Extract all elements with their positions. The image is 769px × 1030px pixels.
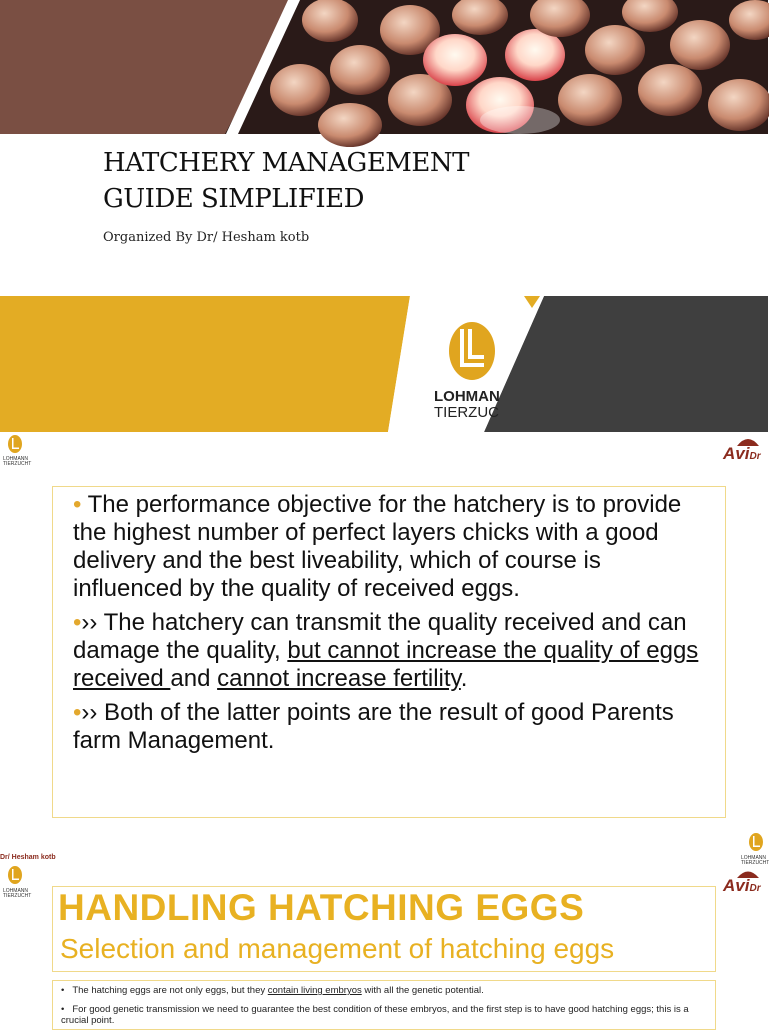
organized-by: Organized By Dr/ Hesham kotb (103, 230, 310, 245)
item-1-text: The hatching eggs are not only eggs, but they (72, 985, 268, 996)
title-line-1: HATCHERY MANAGEMENT (103, 148, 469, 178)
lohmann-small-sub: TIERZUCHT (3, 893, 32, 899)
handling-slide (0, 827, 768, 1024)
title-slide (0, 0, 768, 432)
bullet-dot: • (73, 699, 82, 726)
handling-text-box (52, 980, 716, 1030)
objective-text-box (52, 486, 726, 818)
bullet-1-text: The performance objective for the hatchery is to provide the highest number of perfect layers chicks with a good delivery and the best liveability, which of course is influenced by the quality of received eggs. (73, 491, 682, 602)
lohmann-small-name: LOHMANN (3, 456, 29, 462)
avi-logo-dr: Dr (749, 883, 761, 894)
item-2-text: For good genetic transmission we need to guarantee the best condition of these embryos, and the first step is to have good hatching eggs; this is a crucial point. (61, 1004, 689, 1026)
bullet-2 (73, 609, 715, 693)
bullet-2-underlined-1: but cannot increase the quality of eggs received (73, 637, 699, 692)
title-line-2: GUIDE SIMPLIFIED (103, 184, 364, 214)
bullet-3-text: ›› Both of the latter points are the result of good Parents farm Management. (73, 699, 674, 754)
bullet-2-underlined-2: cannot increase fertility (217, 665, 461, 692)
eggs-photo (0, 0, 768, 134)
avi-logo-main: Avi (723, 876, 750, 895)
bullet-dot: • (61, 1004, 65, 1015)
lohmann-small-sub-right: TIERZUCHT (741, 860, 769, 866)
handling-item-1 (61, 985, 707, 996)
tierzucht-wordmark: TIERZUC (434, 404, 499, 421)
objective-slide (0, 432, 768, 827)
lohmann-banner (0, 296, 768, 432)
bullet-dot: • (61, 985, 65, 996)
lohmann-small-name: LOHMANN (3, 888, 29, 894)
bullet-2-mid: and (170, 665, 218, 692)
author-caption: Dr/ Hesham kotb (0, 854, 56, 861)
slide-subheading: Selection and management of hatching eggs (60, 933, 615, 964)
bullet-dot: • (73, 609, 82, 636)
lohmann-small-logo-right (747, 832, 765, 852)
bullet-3 (73, 699, 715, 755)
lohmann-small-name-right: LOHMANN (741, 855, 767, 861)
avi-logo-main: Avi (723, 444, 750, 463)
bullet-1 (73, 491, 715, 603)
item-1-end: with all the genetic potential. (361, 985, 484, 996)
lohmann-small-sub: TIERZUCHT (3, 461, 32, 467)
avi-logo (723, 876, 761, 896)
slide-heading: HANDLING HATCHING EGGS (58, 887, 585, 928)
handling-item-2 (61, 1004, 707, 1026)
item-1-underlined: contain living embryos (267, 985, 362, 996)
avi-logo-dr: Dr (749, 451, 761, 462)
avi-logo (723, 444, 761, 464)
lohmann-small-logo (6, 434, 24, 454)
lohmann-logo-mark (449, 322, 495, 380)
lohmann-wordmark: LOHMAN (434, 388, 500, 405)
lohmann-small-logo (6, 865, 24, 885)
bullet-2-text: ›› The hatchery can transmit the quality received and can damage the quality, (73, 609, 687, 664)
bullet-dot: • (73, 491, 82, 518)
bullet-2-end: . (460, 665, 468, 692)
